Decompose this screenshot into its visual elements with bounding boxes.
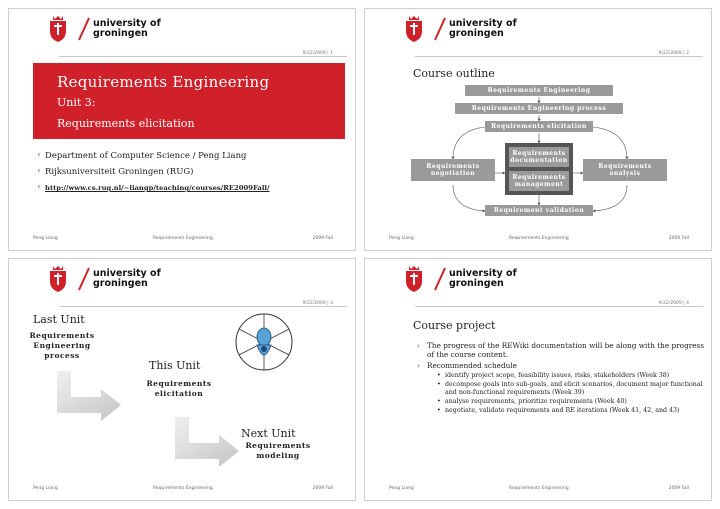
bullet-item: › Rijksuniversiteit Groningen (RUG) bbox=[37, 167, 269, 177]
last-unit-topic: Requirements Engineering process bbox=[29, 331, 95, 360]
crest-icon bbox=[405, 265, 423, 293]
unit-topic: Requirements elicitation bbox=[57, 117, 195, 130]
box-negotiation: Requirements negotiation bbox=[411, 159, 495, 181]
slide-date: 9/22/2009 | 1 bbox=[302, 51, 333, 56]
slide-title: Course outline bbox=[413, 67, 495, 80]
box-validation: Requirement validation bbox=[485, 205, 593, 216]
this-unit-topic: Requirements elicitation bbox=[146, 379, 212, 398]
slide-4: university of groningen 9/22/2009 | 4 Course project › The progress of the REWiki documentation will be along with the progress of the course content. › Recommended schedule • identify project scope, feasibility issues, risks, stakeholders (Week 38) • decompose goals into sub-goals, and elicit scenarios, document major functional and non-functional requirements (Week 39) • analyse requirements, prioritize requirements (Week 40) • negotiate, validate requirements and RE iterations (Week 41, 42, and 43) Peng Liang Requirements Engineering 2009 Fall bbox=[364, 258, 712, 501]
box-re-process: Requirements Engineering process bbox=[455, 103, 623, 114]
bullet-item: › Recommended schedule • identify project scope, feasibility issues, risks, stakeholders (Week 38) • decompose goals into sub-goals, and elicit scenarios, document major functional and non-functional requirements (Week 39) • analyse requirements, prioritize requirements (Week 40) • negotiate, validate requirements and RE iterations (Week 41, 42, and 43) bbox=[417, 361, 707, 415]
bullet-item: › The progress of the REWiki documentation will be along with the progress of the course content. bbox=[417, 341, 707, 359]
university-logo bbox=[49, 15, 179, 45]
schedule-item: • negotiate, validate requirements and RE iterations (Week 41, 42, and 43) bbox=[437, 407, 707, 415]
slide-date: 9/22/2009 | 4 bbox=[658, 301, 689, 306]
last-unit-heading: Last Unit bbox=[33, 313, 85, 326]
university-name: university of groningen bbox=[93, 268, 161, 289]
course-link[interactable]: › http://www.cs.rug.nl/~liangp/teaching/courses/RE2009Fall/ bbox=[37, 183, 269, 193]
slide-date: 9/22/2009 | 3 bbox=[302, 301, 333, 306]
this-unit-heading: This Unit bbox=[149, 359, 201, 372]
box-analysis: Requirements analysis bbox=[583, 159, 667, 181]
schedule-item: • identify project scope, feasibility issues, risks, stakeholders (Week 38) bbox=[437, 372, 707, 380]
box-elicitation: Requirements elicitation bbox=[485, 121, 593, 132]
slide-2: university of groningen 9/22/2009 | 2 Course outline Requirements Engineering Requirements Engineering process Requirements elicitation Requirements documentation Requirements negotiation Requirements analysis Requirements management Requirement validation Peng Liang Requirements Engineering 2009 Fall bbox=[364, 8, 712, 251]
crest-icon bbox=[49, 15, 67, 43]
next-unit-heading: Next Unit bbox=[241, 427, 296, 440]
university-name: university of groningen bbox=[449, 268, 517, 289]
slash-icon bbox=[77, 17, 91, 41]
university-name: university of groningen bbox=[449, 18, 517, 39]
box-management: Requirements management bbox=[509, 171, 569, 191]
box-documentation: Requirements documentation bbox=[509, 147, 569, 167]
slide-title: Requirements Engineering bbox=[57, 73, 270, 91]
schedule-list bbox=[427, 372, 707, 415]
bullet-list bbox=[37, 151, 269, 199]
box-requirements-engineering: Requirements Engineering bbox=[465, 85, 613, 96]
slide-3: university of groningen 9/22/2009 | 3 Last Unit Requirements Engineering process This Unit Requirements elicitation Next Unit Requirements modeling Peng Liang Requirements Engineering 2009 Fall bbox=[8, 258, 356, 501]
university-name: university of groningen bbox=[93, 18, 161, 39]
compass-figure-icon bbox=[231, 309, 297, 375]
title-band bbox=[33, 63, 345, 139]
project-bullet-list bbox=[417, 341, 707, 417]
slide-1: university of groningen 9/22/2009 | 1 Requirements Engineering Unit 3: Requirements elicitation › Department of Computer Science / Peng Liang › Rijksuniversiteit Groningen (RUG) › http://www.cs.rug.nl/~liangp/teaching/courses/RE2009Fall/ Peng Liang Requirements Engineering 2009 Fall bbox=[8, 8, 356, 251]
bullet-item: › Department of Computer Science / Peng Liang bbox=[37, 151, 269, 161]
university-logo bbox=[405, 265, 535, 295]
schedule-item: • analyse requirements, prioritize requirements (Week 40) bbox=[437, 398, 707, 406]
unit-label: Unit 3: bbox=[57, 96, 96, 109]
slash-icon bbox=[433, 267, 447, 291]
header-divider bbox=[59, 56, 347, 57]
schedule-item: • decompose goals into sub-goals, and elicit scenarios, document major functional and non-functional requirements (Week 39) bbox=[437, 381, 707, 397]
slide-date: 9/22/2009 | 2 bbox=[658, 51, 689, 56]
next-unit-topic: Requirements modeling bbox=[245, 441, 311, 460]
slide-title: Course project bbox=[413, 319, 496, 332]
header-divider bbox=[415, 306, 703, 307]
